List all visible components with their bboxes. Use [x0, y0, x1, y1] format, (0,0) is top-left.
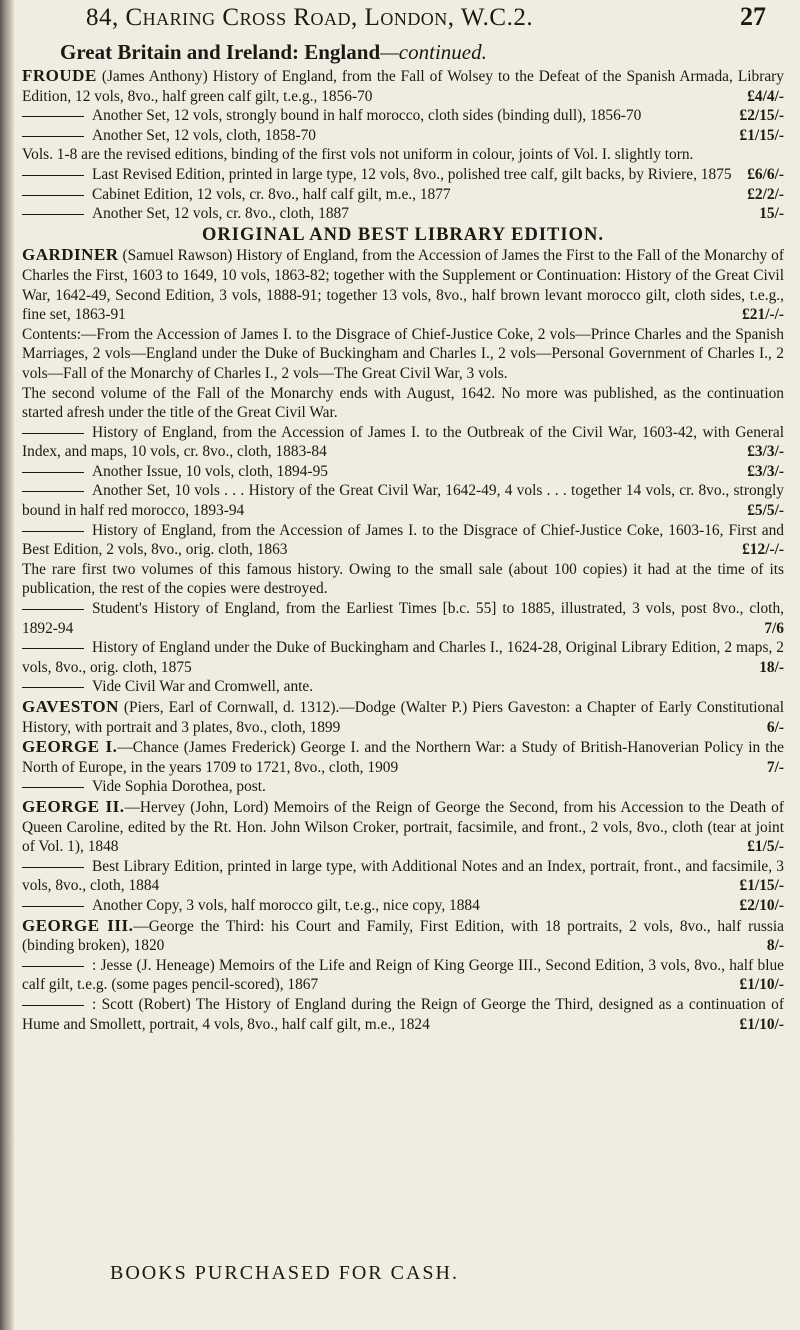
entry-price: £3/3/-: [747, 443, 784, 461]
page-footer: BOOKS PURCHASED FOR CASH.: [110, 1262, 459, 1284]
entry-price: 7/-: [766, 758, 784, 776]
entry-text: History of England under the Duke of Buckingham and Charles I., 1624-28, Original Library Edition, 2 maps, 2 vols, 8vo., orig. cloth, 1875: [22, 639, 784, 676]
ditto-rule: [22, 175, 84, 176]
ditto-rule: [22, 195, 84, 196]
entry-text: Vide Sophia Dorothea, post.: [92, 778, 266, 796]
ditto-rule: [22, 491, 84, 492]
list-item: [22, 677, 784, 697]
ditto-rule: [22, 966, 84, 967]
entry-lead: FROUDE: [22, 66, 97, 85]
entry-text: Another Issue, 10 vols, cloth, 1894-95: [92, 462, 328, 480]
list-item: [22, 481, 784, 520]
entry-lead: GEORGE I.: [22, 737, 118, 757]
entry-text: Cabinet Edition, 12 vols, cr. 8vo., half calf gilt, m.e., 1877: [92, 185, 451, 203]
entry-price: £21/-/-: [742, 306, 784, 324]
ditto-rule: [22, 687, 84, 688]
entry-price: 18/-: [759, 658, 784, 676]
ditto-rule: [22, 531, 84, 532]
entry-price: £3/3/-: [747, 462, 784, 480]
entry-text: Student's History of England, from the Earliest Times [b.c. 55] to 1885, illustrated, 3 vols, post 8vo., cloth, 1892-94: [22, 600, 784, 637]
entry-contents: Contents:—From the Accession of James I. to the Disgrace of Chief-Justice Coke, 2 vols—Prince Charles and the Spanish Marriages, 2 vols—England under the Duke of Buckingham and Charles I., 2 vols—Personal Government of Charles I., 2 vols—Fall of the Monarchy of Charles I., 2 vols—The Great Civil War, 3 vols.: [22, 325, 784, 382]
entry-text: : Jesse (J. Heneage) Memoirs of the Life and Reign of King George III., Second Edition, 3 vols, 8vo., half blue calf gilt, t.e.g. (some pages pencil-scored), 1867: [22, 956, 784, 994]
section-title-main: Great Britain and Ireland: England: [60, 40, 381, 64]
section-title: [60, 40, 487, 65]
entry-price: £1/15/-: [739, 126, 784, 144]
entry-price: £5/5/-: [747, 502, 784, 520]
entry-price: £1/5/-: [747, 838, 784, 856]
entry-lead: GAVESTON: [22, 697, 119, 716]
list-item: [22, 896, 784, 916]
list-item: [22, 165, 784, 185]
list-item: [22, 204, 784, 224]
entry-price: £2/10/-: [739, 896, 784, 914]
list-item: [22, 599, 784, 638]
entry-text: History of England, from the Accession of James I. to the Disgrace of Chief-Justice Coke, 1603-16, First and Best Edition, 2 vols, 8vo., orig. cloth, 1863: [22, 521, 784, 559]
ditto-rule: [22, 787, 84, 788]
entry-lead: GEORGE III.: [22, 915, 134, 935]
entry-price: 8/-: [766, 937, 784, 955]
header-address: 84, Charing Cross Road, London, W.C.2.: [86, 4, 534, 31]
list-item: [22, 956, 784, 995]
entry-text: (Piers, Earl of Cornwall, d. 1312).—Dodge (Walter P.) Piers Gaveston: a Chapter of Early Constitutional History, with portrait and 3 plates, 8vo., cloth, 1899: [22, 699, 785, 736]
entry-text: Another Set, 12 vols, strongly bound in half morocco, cloth sides (binding dull), 1856-70: [92, 107, 642, 125]
page-number: 27: [740, 2, 766, 31]
list-item: [22, 423, 784, 462]
entry-text: Last Revised Edition, printed in large type, 12 vols, 8vo., polished tree calf, gilt backs, by Riviere, 1875: [92, 165, 732, 183]
ditto-rule: [22, 906, 84, 907]
page-header: [86, 2, 766, 38]
list-item: [22, 737, 784, 777]
entry-price: £6/6/-: [747, 165, 784, 183]
list-item: [22, 245, 784, 324]
entry-price: £2/15/-: [739, 107, 784, 125]
ditto-rule: [22, 116, 84, 117]
ditto-rule: [22, 609, 84, 610]
entry-price: 7/6: [764, 619, 784, 637]
list-item: [22, 777, 784, 797]
entry-text: Best Library Edition, printed in large type, with Additional Notes and an Index, portrait, front., and facsimile, 3 vols, 8vo., cloth, 1884: [22, 857, 784, 895]
entry-text: Another Set, 12 vols, cloth, 1858-70: [92, 126, 316, 144]
entry-text: —Hervey (John, Lord) Memoirs of the Reign of George the Second, from his Accession to the Death of Queen Caroline, edited by the Rt. Hon. John Wilson Croker, portrait, facsimile, and front., 2 vols, 8vo., cloth (tear at joint of Vol. 1), 1848: [22, 798, 784, 856]
list-item: [22, 521, 784, 560]
ditto-rule: [22, 1005, 84, 1006]
entry-price: £4/4/-: [747, 87, 784, 105]
entry-lead: GEORGE II.: [22, 796, 125, 816]
list-item: [22, 995, 784, 1034]
entry-price: £1/10/-: [739, 1015, 784, 1033]
ditto-rule: [22, 867, 84, 868]
list-item: [22, 916, 784, 956]
ditto-rule: [22, 648, 84, 649]
entry-text: Another Set, 12 vols, cr. 8vo., cloth, 1887: [92, 205, 349, 223]
ditto-rule: [22, 433, 84, 434]
catalogue-body: [22, 66, 784, 1034]
entry-price: £1/15/-: [739, 877, 784, 895]
subsection-heading: ORIGINAL AND BEST LIBRARY EDITION.: [202, 224, 604, 245]
entry-lead: GARDINER: [22, 245, 119, 265]
entry-text: (Samuel Rawson) History of England, from the Accession of James the First to the Fall of the Monarchy of Charles the First, 1603 to 1649, 10 vols, 1863-82; together with the Supplement or Continuation: History of the Great Civil War, 1642-49, Second Edition, 3 vols, 1888-91; together 13 vols, 8vo., half brown levant morocco gilt, cloth sides, t.e.g., fine set, 1863-91: [22, 247, 784, 324]
binding-gutter: [0, 0, 14, 1330]
list-item: [22, 857, 784, 896]
list-item: [22, 185, 784, 205]
entry-text: : Scott (Robert) The History of England during the Reign of George the Third, designed as a continuation of Hume and Smollett, portrait, 4 vols, 8vo., half calf gilt, m.e., 1824: [22, 995, 784, 1033]
entry-text: —Chance (James Frederick) George I. and the Northern War: a Study of British-Hanoverian Policy in the North of Europe, in the years 1709 to 1721, 8vo., cloth, 1909: [22, 739, 784, 776]
entry-text: Another Copy, 3 vols, half morocco gilt, t.e.g., nice copy, 1884: [92, 896, 480, 914]
list-item: [22, 106, 784, 126]
ditto-rule: [22, 214, 84, 215]
entry-note: The rare first two volumes of this famous history. Owing to the small sale (about 100 copies) it had at the time of its publication, the rest of the copies were destroyed.: [22, 560, 784, 598]
entry-note: Vols. 1-8 are the revised editions, binding of the first vols not uniform in colour, joints of Vol. I. slightly torn.: [22, 146, 694, 164]
list-item: [22, 462, 784, 482]
list-item: [22, 638, 784, 677]
ditto-rule: [22, 136, 84, 137]
list-item: [22, 126, 784, 146]
entry-text: History of England, from the Accession of James I. to the Outbreak of the Civil War, 1603-42, with General Index, and maps, 10 vols, cr. 8vo., cloth, 1883-84: [22, 423, 784, 461]
ditto-rule: [22, 472, 84, 473]
list-item: [22, 66, 784, 106]
entry-text: (James Anthony) History of England, from the Fall of Wolsey to the Defeat of the Spanish Armada, Library Edition, 12 vols, 8vo., half green calf gilt, t.e.g., 1856-70: [22, 68, 784, 105]
entry-price: £2/2/-: [747, 185, 784, 203]
entry-price: 6/-: [766, 718, 784, 736]
list-item: [22, 697, 784, 737]
entry-price: 15/-: [759, 205, 784, 223]
entry-text: Vide Civil War and Cromwell, ante.: [92, 678, 314, 696]
list-item: [22, 797, 784, 857]
section-title-continued: —continued.: [380, 40, 487, 64]
entry-price: £12/-/-: [742, 541, 784, 559]
entry-note: The second volume of the Fall of the Monarchy ends with August, 1642. No more was published, as the continuation started afresh under the title of the Great Civil War.: [22, 384, 784, 422]
entry-price: £1/10/-: [739, 976, 784, 994]
entry-text: —George the Third: his Court and Family, First Edition, with 18 portraits, 2 vols, 8vo., half russia (binding broken), 1820: [22, 917, 784, 955]
entry-text: Another Set, 10 vols . . . History of the Great Civil War, 1642-49, 4 vols . . . together 14 vols, cr. 8vo., strongly bound in half red morocco, 1893-94: [22, 482, 784, 520]
